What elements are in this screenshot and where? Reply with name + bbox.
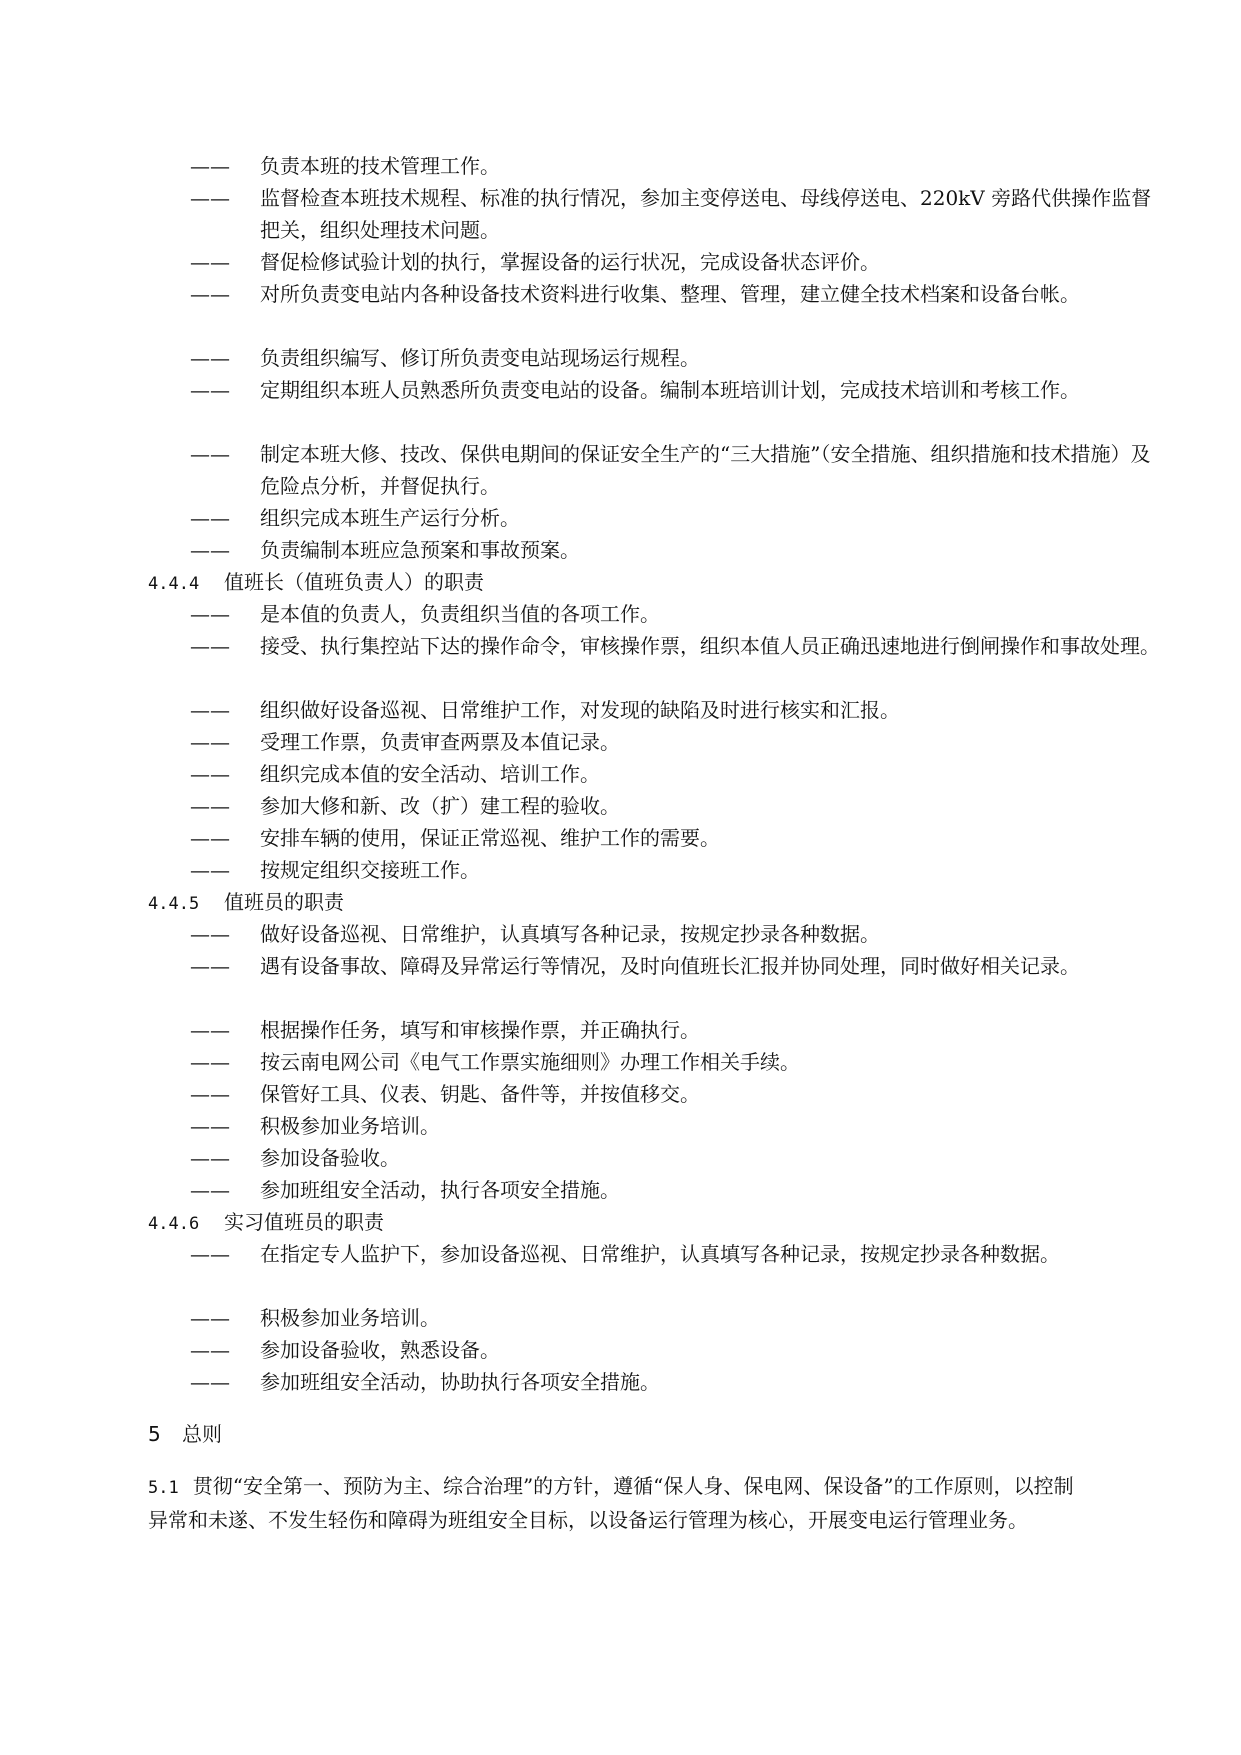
list-item: —— 参加大修和新、改（扩）建工程的验收。 bbox=[190, 790, 1160, 822]
dash-marker: —— bbox=[190, 1178, 230, 1202]
list-item: —— 督促检修试验计划的执行，掌握设备的运行状况，完成设备状态评价。 bbox=[190, 246, 1160, 278]
dash-marker: —— bbox=[190, 1242, 230, 1266]
dash-marker: —— bbox=[190, 1146, 230, 1170]
list-item: —— 遇有设备事故、障碍及异常运行等情况，及时向值班长汇报并协同处理，同时做好相关记录。 bbox=[190, 950, 1160, 982]
list-item: —— 制定本班大修、技改、保供电期间的保证安全生产的“三大措施”（安全措施、组织措施和技术措施）及危险点分析，并督促执行。 bbox=[190, 438, 1160, 502]
list-item: —— 在指定专人监护下，参加设备巡视、日常维护，认真填写各种记录，按规定抄录各种数据。 bbox=[190, 1238, 1160, 1270]
section-heading-4-4-4: 4.4.4 值班长（值班负责人）的职责 bbox=[148, 570, 484, 594]
section-heading-4-4-6: 4.4.6 实习值班员的职责 bbox=[148, 1210, 384, 1234]
dash-marker: —— bbox=[190, 186, 230, 210]
dash-marker: —— bbox=[190, 794, 230, 818]
dash-marker: —— bbox=[190, 826, 230, 850]
dash-marker: —— bbox=[190, 282, 230, 306]
list-item: —— 负责编制本班应急预案和事故预案。 bbox=[190, 534, 1160, 566]
dash-marker: —— bbox=[190, 602, 230, 626]
dash-marker: —— bbox=[190, 378, 230, 402]
dash-marker: —— bbox=[190, 1082, 230, 1106]
dash-marker: —— bbox=[190, 922, 230, 946]
list-item: —— 积极参加业务培训。 bbox=[190, 1110, 1160, 1142]
dash-marker: —— bbox=[190, 954, 230, 978]
dash-marker: —— bbox=[190, 538, 230, 562]
list-item: —— 按云南电网公司《电气工作票实施细则》办理工作相关手续。 bbox=[190, 1046, 1160, 1078]
dash-marker: —— bbox=[190, 442, 230, 466]
list-item: —— 是本值的负责人，负责组织当值的各项工作。 bbox=[190, 598, 1160, 630]
section-heading-5: 5 总则 bbox=[148, 1422, 222, 1446]
list-item: —— 积极参加业务培训。 bbox=[190, 1302, 1160, 1334]
dash-marker: —— bbox=[190, 154, 230, 178]
list-item: —— 保管好工具、仪表、钥匙、备件等，并按值移交。 bbox=[190, 1078, 1160, 1110]
list-item: —— 定期组织本班人员熟悉所负责变电站的设备。编制本班培训计划，完成技术培训和考核工作。 bbox=[190, 374, 1160, 406]
list-item: —— 负责本班的技术管理工作。 bbox=[190, 150, 1160, 182]
dash-marker: —— bbox=[190, 1338, 230, 1362]
dash-marker: —— bbox=[190, 858, 230, 882]
list-item: —— 根据操作任务，填写和审核操作票，并正确执行。 bbox=[190, 1014, 1160, 1046]
list-item: —— 参加设备验收，熟悉设备。 bbox=[190, 1334, 1160, 1366]
list-item: —— 参加班组安全活动，执行各项安全措施。 bbox=[190, 1174, 1160, 1206]
list-item: —— 对所负责变电站内各种设备技术资料进行收集、整理、管理，建立健全技术档案和设备台帐。 bbox=[190, 278, 1160, 310]
list-item: —— 安排车辆的使用，保证正常巡视、维护工作的需要。 bbox=[190, 822, 1160, 854]
dash-marker: —— bbox=[190, 506, 230, 530]
dash-marker: —— bbox=[190, 346, 230, 370]
list-item: —— 组织做好设备巡视、日常维护工作，对发现的缺陷及时进行核实和汇报。 bbox=[190, 694, 1160, 726]
list-item: —— 按规定组织交接班工作。 bbox=[190, 854, 1160, 886]
dash-marker: —— bbox=[190, 1018, 230, 1042]
dash-marker: —— bbox=[190, 1306, 230, 1330]
dash-marker: —— bbox=[190, 762, 230, 786]
list-item: —— 参加设备验收。 bbox=[190, 1142, 1160, 1174]
list-item: —— 参加班组安全活动，协助执行各项安全措施。 bbox=[190, 1366, 1160, 1398]
list-item: —— 监督检查本班技术规程、标准的执行情况，参加主变停送电、母线停送电、220kV 旁路代供操作监督把关，组织处理技术问题。 bbox=[190, 182, 1160, 246]
dash-marker: —— bbox=[190, 1050, 230, 1074]
list-item: —— 做好设备巡视、日常维护，认真填写各种记录，按规定抄录各种数据。 bbox=[190, 918, 1160, 950]
list-item: —— 组织完成本值的安全活动、培训工作。 bbox=[190, 758, 1160, 790]
section-heading-4-4-5: 4.4.5 值班员的职责 bbox=[148, 890, 344, 914]
list-item: —— 接受、执行集控站下达的操作命令，审核操作票，组织本值人员正确迅速地进行倒闸操作和事故处理。 bbox=[190, 630, 1160, 662]
dash-marker: —— bbox=[190, 1370, 230, 1394]
dash-marker: —— bbox=[190, 1114, 230, 1138]
list-item: —— 受理工作票，负责审查两票及本值记录。 bbox=[190, 726, 1160, 758]
paragraph-5-1: 5.1 贯彻“安全第一、预防为主、综合治理”的方针，遵循“保人身、保电网、保设备”的工作原则，以控制异常和未遂、不发生轻伤和障碍为班组安全目标，以设备运行管理为核心，开展变电运行管理业务。 bbox=[148, 1474, 1074, 1532]
list-item: —— 负责组织编写、修订所负责变电站现场运行规程。 bbox=[190, 342, 1160, 374]
dash-marker: —— bbox=[190, 634, 230, 658]
dash-marker: —— bbox=[190, 250, 230, 274]
dash-marker: —— bbox=[190, 730, 230, 754]
dash-marker: —— bbox=[190, 698, 230, 722]
list-item: —— 组织完成本班生产运行分析。 bbox=[190, 502, 1160, 534]
